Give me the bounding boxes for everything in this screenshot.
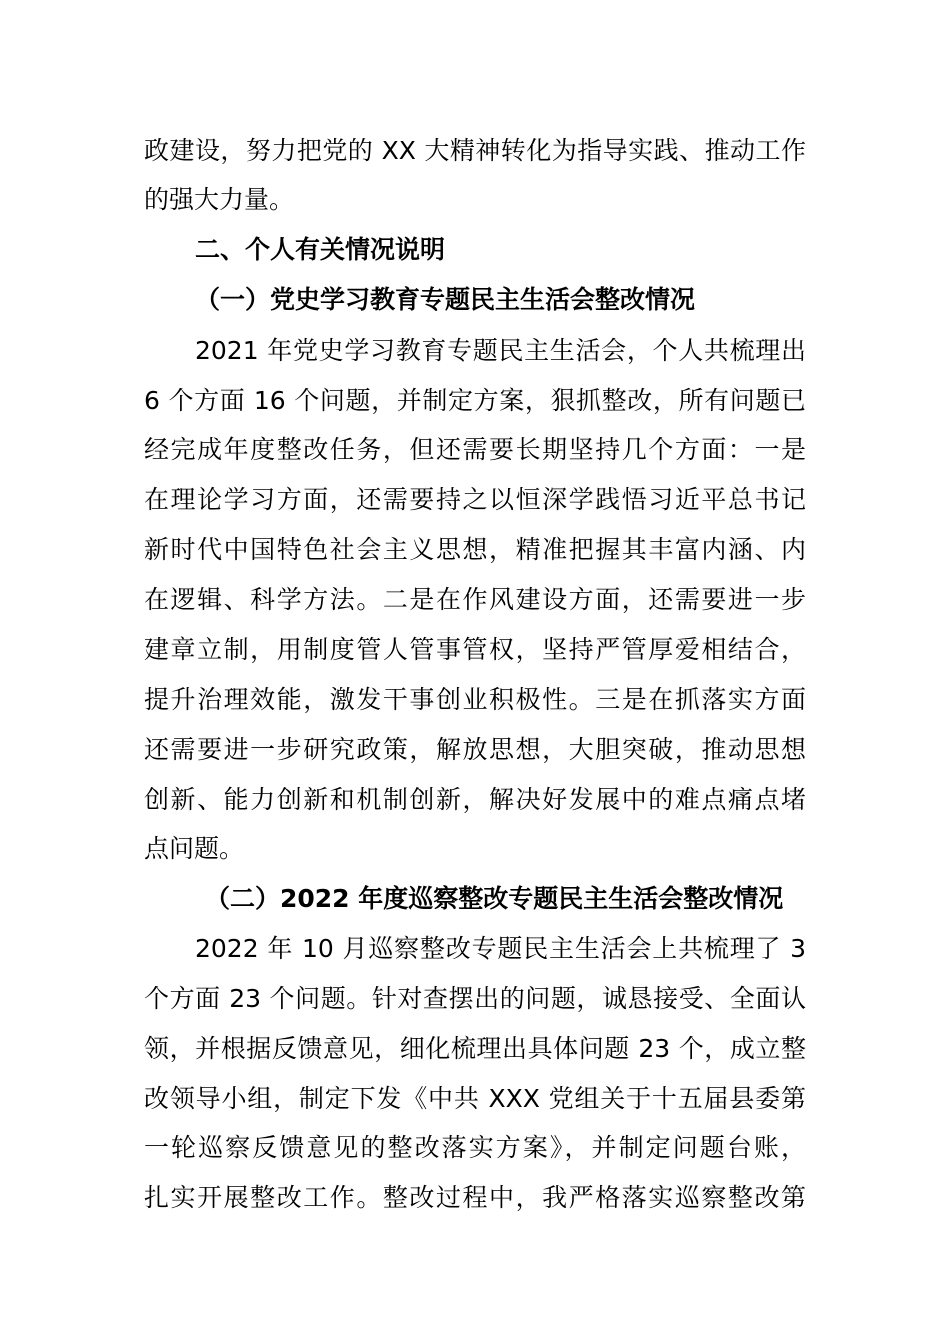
- body-text-line: 在理论学习方面，还需要持之以恒深学践悟习近平总书记: [144, 485, 806, 514]
- body-text-line: 2022 年 10 月巡察整改专题民主生活会上共梳理了 3: [195, 934, 806, 963]
- body-text-line: 还需要进一步研究政策，解放思想，大胆突破，推动思想: [144, 735, 806, 764]
- section-heading: 二、个人有关情况说明: [195, 235, 446, 264]
- body-text-line: 点问题。: [144, 834, 245, 863]
- body-text-line: 扎实开展整改工作。整改过程中，我严格落实巡察整改第: [144, 1183, 806, 1212]
- body-text-line: 领，并根据反馈意见，细化梳理出具体问题 23 个，成立整: [144, 1034, 806, 1063]
- body-text-line: 经完成年度整改任务，但还需要长期坚持几个方面：一是: [144, 435, 806, 464]
- body-text-line: 创新、能力创新和机制创新，解决好发展中的难点痛点堵: [144, 785, 806, 814]
- subsection-heading: （二）2022 年度巡察整改专题民主生活会整改情况: [205, 884, 784, 913]
- body-text-line: 提升治理效能，激发干事创业积极性。三是在抓落实方面: [144, 685, 806, 714]
- body-text-line: 的强大力量。: [144, 185, 295, 214]
- body-text-line: 2021 年党史学习教育专题民主生活会，个人共梳理出: [195, 336, 806, 365]
- subsection-heading: （一）党史学习教育专题民主生活会整改情况: [195, 285, 696, 314]
- body-text-line: 6 个方面 16 个问题，并制定方案，狠抓整改，所有问题已: [144, 386, 806, 415]
- body-text-line: 一轮巡察反馈意见的整改落实方案》，并制定问题台账，: [144, 1133, 806, 1162]
- body-text-line: 个方面 23 个问题。针对查摆出的问题，诚恳接受、全面认: [144, 984, 806, 1013]
- body-text-line: 在逻辑、科学方法。二是在作风建设方面，还需要进一步: [144, 585, 806, 614]
- body-text-line: 改领导小组，制定下发《中共 XXX 党组关于十五届县委第: [144, 1084, 806, 1113]
- body-text-line: 政建设，努力把党的 XX 大精神转化为指导实践、推动工作: [144, 136, 806, 165]
- body-text-line: 建章立制，用制度管人管事管权，坚持严管厚爱相结合，: [144, 635, 806, 664]
- body-text-line: 新时代中国特色社会主义思想，精准把握其丰富内涵、内: [144, 535, 806, 564]
